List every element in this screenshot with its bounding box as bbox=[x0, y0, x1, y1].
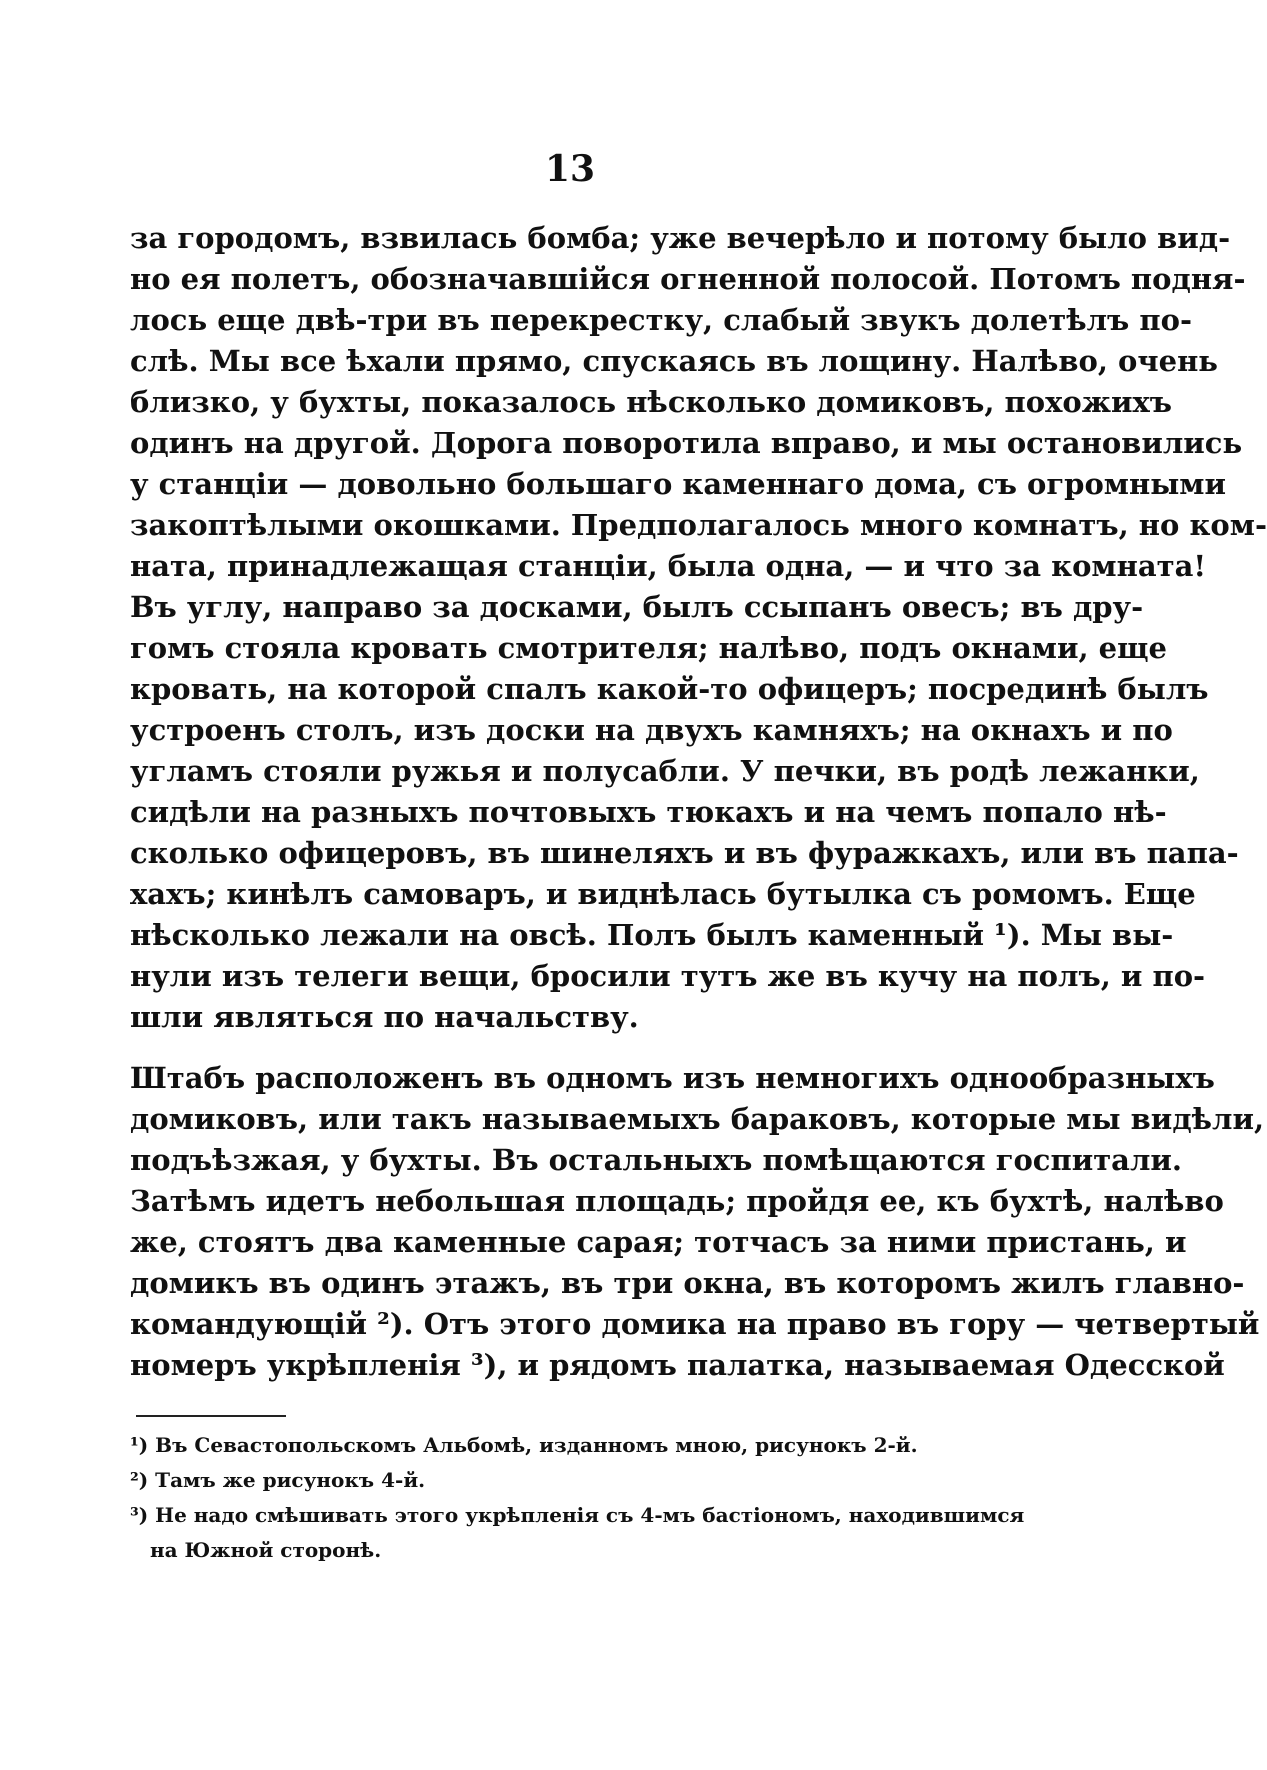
text-line: командующій ²). Отъ этого домика на право въ гору — четвертый bbox=[130, 1307, 1260, 1341]
text-line: закоптѣлыми окошками. Предполагалось много комнатъ, но ком- bbox=[130, 508, 1267, 542]
text-line: лось еще двѣ-три въ перекрестку, слабый звукъ долетѣлъ по- bbox=[130, 303, 1192, 337]
text-line: же, стоятъ два каменные сарая; тотчасъ за ними пристань, и bbox=[130, 1225, 1187, 1259]
text-line: за городомъ, взвилась бомба; уже вечерѣло и потому было вид- bbox=[130, 221, 1231, 255]
footnote: ²) Тамъ же рисунокъ 4-й. bbox=[130, 1468, 426, 1492]
text-line: Въ углу, направо за досками, былъ ссыпанъ овесъ; въ дру- bbox=[130, 590, 1144, 624]
text-line: одинъ на другой. Дорога поворотила вправо, и мы остановились bbox=[130, 426, 1243, 460]
text-line: у станціи — довольно большаго каменнаго дома, съ огромными bbox=[130, 467, 1226, 501]
page-number: 13 bbox=[544, 148, 596, 190]
text-line: сидѣли на разныхъ почтовыхъ тюкахъ и на чемъ попало нѣ- bbox=[130, 795, 1167, 829]
text-line: хахъ; кинѣлъ самоваръ, и виднѣлась бутылка съ ромомъ. Еще bbox=[130, 877, 1196, 911]
footnote: ¹) Въ Севастопольскомъ Альбомѣ, изданномъ мною, рисунокъ 2-й. bbox=[130, 1433, 918, 1457]
text-line: нѣсколько лежали на овсѣ. Полъ былъ каменный ¹). Мы вы- bbox=[130, 918, 1174, 952]
text-line: домикъ въ одинъ этажъ, въ три окна, въ которомъ жилъ главно- bbox=[130, 1266, 1245, 1300]
text-line: но ея полетъ, обозначавшійся огненной полосой. Потомъ подня- bbox=[130, 262, 1246, 296]
footnotes bbox=[130, 1428, 1025, 1568]
text-line: гомъ стояла кровать смотрителя; налѣво, подъ окнами, еще bbox=[130, 631, 1167, 665]
text-line: номеръ укрѣпленія ³), и рядомъ палатка, называемая Одесской bbox=[130, 1348, 1225, 1382]
text-line: нули изъ телеги вещи, бросили тутъ же въ кучу на полъ, и по- bbox=[130, 959, 1206, 993]
body-text bbox=[130, 218, 1267, 1386]
text-line: сколько офицеровъ, въ шинеляхъ и въ фуражкахъ, или въ папа- bbox=[130, 836, 1239, 870]
text-line: угламъ стояли ружья и полусабли. У печки, въ родѣ лежанки, bbox=[130, 754, 1200, 788]
text-line: подъѣзжая, у бухты. Въ остальныхъ помѣщаются госпитали. bbox=[130, 1143, 1183, 1177]
footnote-continuation: на Южной сторонѣ. bbox=[150, 1538, 382, 1562]
footnote-divider bbox=[136, 1415, 286, 1417]
footnote: ³) Не надо смѣшивать этого укрѣпленія съ 4-мъ бастіономъ, находившимся bbox=[130, 1503, 1025, 1527]
text-line: Штабъ расположенъ въ одномъ изъ немногихъ однообразныхъ bbox=[130, 1061, 1215, 1095]
text-line: ната, принадлежащая станціи, была одна, — и что за комната! bbox=[130, 549, 1207, 583]
text-line: шли являться по начальству. bbox=[130, 1000, 639, 1034]
text-line: кровать, на которой спалъ какой-то офицеръ; посрединѣ былъ bbox=[130, 672, 1209, 706]
text-line: близко, у бухты, показалось нѣсколько домиковъ, похожихъ bbox=[130, 385, 1173, 419]
text-line: устроенъ столъ, изъ доски на двухъ камняхъ; на окнахъ и по bbox=[130, 713, 1173, 747]
text-line: Затѣмъ идетъ небольшая площадь; пройдя ее, къ бухтѣ, налѣво bbox=[130, 1184, 1224, 1218]
text-line: домиковъ, или такъ называемыхъ бараковъ, которые мы видѣли, bbox=[130, 1102, 1265, 1136]
text-line: слѣ. Мы все ѣхали прямо, спускаясь въ лощину. Налѣво, очень bbox=[130, 344, 1218, 378]
